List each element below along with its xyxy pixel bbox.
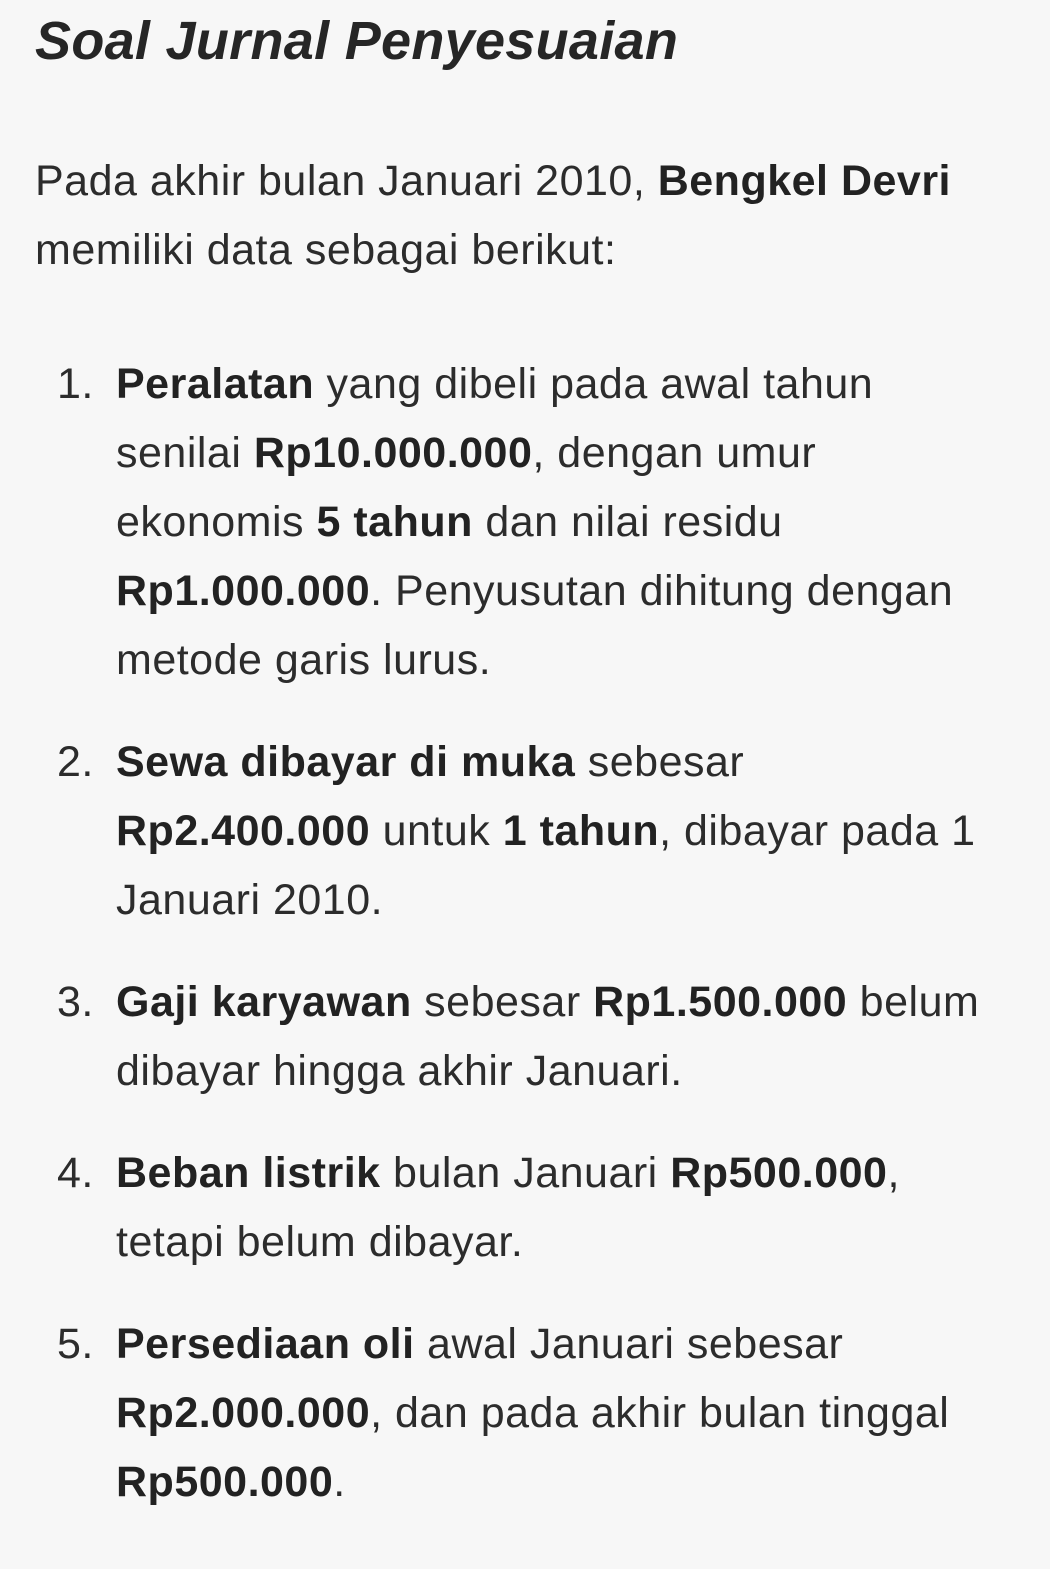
list-item-text: untuk <box>370 807 503 855</box>
list-item-bold-text: Beban listrik <box>116 1149 381 1197</box>
list-item-bold-text: Rp2.000.000 <box>116 1389 371 1437</box>
list-item-bold-text: Rp500.000 <box>116 1458 334 1506</box>
list-item-bold-text: Rp10.000.000 <box>253 429 533 477</box>
list-item-bold-text: Rp1.500.000 <box>593 978 848 1026</box>
list-item-text: yang dibeli pada awal tahun senilai <box>116 360 874 477</box>
page-title: Soal Jurnal Penyesuaian <box>35 11 679 71</box>
list-item-text: . Penyusutan dihitung dengan metode garis lurus. <box>116 567 954 684</box>
list-item-text: bulan Januari <box>380 1149 671 1197</box>
adjustment-items-list <box>35 350 1010 1517</box>
list-item-bold-text: Peralatan <box>116 360 315 408</box>
list-item-text: , dengan umur ekonomis <box>116 429 817 546</box>
list-item-text: sebesar <box>411 978 594 1026</box>
list-item <box>35 1139 1010 1277</box>
list-item-text: awal Januari sebesar <box>414 1320 844 1368</box>
list-item-number: 3. <box>57 978 94 1026</box>
list-item <box>35 728 1010 935</box>
list-item-number: 4. <box>57 1149 94 1197</box>
list-item-number: 5. <box>57 1320 94 1368</box>
list-item-bold-text: Gaji karyawan <box>116 978 412 1026</box>
company-name: Bengkel Devri <box>657 157 952 205</box>
list-item-number: 1. <box>57 360 94 408</box>
intro-text-end: memiliki data sebagai berikut: <box>35 226 617 274</box>
list-item-text: , dibayar pada 1 Januari 2010. <box>116 807 976 924</box>
list-item-text: , dan pada akhir bulan tinggal <box>370 1389 950 1437</box>
list-item-text: belum dibayar hingga akhir Januari. <box>116 978 980 1095</box>
list-item-bold-text: Rp1.000.000 <box>116 567 371 615</box>
intro-text-start: Pada akhir bulan Januari 2010, <box>35 157 658 205</box>
list-item <box>35 1310 1010 1517</box>
list-item-bold-text: 5 tahun <box>316 498 473 546</box>
intro-paragraph <box>35 147 1010 285</box>
list-item-text: sebesar <box>575 738 745 786</box>
list-item-text: , tetapi belum dibayar. <box>116 1149 900 1266</box>
list-item-bold-text: Persediaan oli <box>116 1320 415 1368</box>
list-item-bold-text: 1 tahun <box>502 807 660 855</box>
list-item-text: . <box>333 1458 346 1506</box>
list-item <box>35 968 1010 1106</box>
list-item-bold-text: Rp500.000 <box>670 1149 888 1197</box>
list-item-number: 2. <box>57 738 94 786</box>
list-item-text: dan nilai residu <box>472 498 783 546</box>
list-item-bold-text: Rp2.400.000 <box>116 807 371 855</box>
list-item-bold-text: Sewa dibayar di muka <box>116 738 576 786</box>
list-item <box>35 350 1010 695</box>
